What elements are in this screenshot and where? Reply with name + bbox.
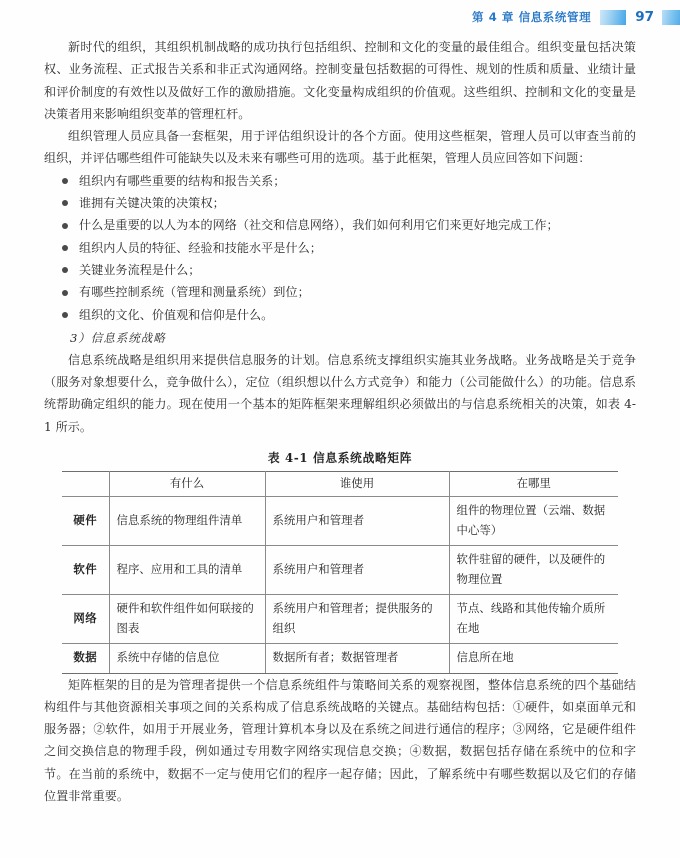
- cell-hardware-who: 系统用户和管理者: [265, 497, 449, 546]
- row-header-data: 数据: [62, 644, 109, 674]
- page-running-header: [0, 0, 680, 34]
- list-item: [44, 281, 636, 303]
- column-header-who: 谁使用: [265, 472, 449, 497]
- cell-hardware-what: 信息系统的物理组件清单: [109, 497, 265, 546]
- list-item: [44, 170, 636, 192]
- bullet-dot-icon: [62, 267, 68, 273]
- list-item: [44, 304, 636, 326]
- page-number: 97: [635, 8, 654, 25]
- page-content: [44, 36, 636, 807]
- cell-software-who: 系统用户和管理者: [265, 546, 449, 595]
- paragraph-2: 组织管理人员应具备一套框架，用于评估组织设计的各个方面。使用这些框架，管理人员可以审查当前的组织，并评估哪些组件可能缺失以及未来有哪些可用的选项。基于此框架，管理人员应回答如下问题：: [44, 129, 636, 166]
- chapter-title: 第 4 章 信息系统管理: [471, 9, 592, 24]
- list-item-label: 组织内人员的特征、经验和技能水平是什么；: [79, 240, 322, 255]
- list-item-label: 什么是重要的以人为本的网络（社交和信息网络），我们如何利用它们来更好地完成工作；: [79, 218, 559, 233]
- bullet-dot-icon: [62, 290, 68, 296]
- paragraph-1: 新时代的组织，其组织机制战略的成功执行包括组织、控制和文化的变量的最佳组合。组织变量包括决策权、业务流程、正式报告关系和非正式沟通网络。控制变量包括数据的可得性、规划的性质和质量、业绩计量和评价制度的有效性以及做好工作的激励措施。文化变量构成组织的价值观。这些组织、控制和文化的变量是决策者用来影响组织变革的管理杠杆。: [44, 40, 636, 121]
- paragraph-4: 矩阵框架的目的是为管理者提供一个信息系统组件与策略间关系的观察视图，整体信息系统的四个基础结构组件与其他资源相关事项之间的关系构成了信息系统战略的关键点。基础结构包括：①硬件，如桌面单元和服务器；②软件，如用于开展业务，管理计算机本身以及在系统之间进行通信的程序；③网络，它是硬件组件之间交换信息的物理手段，例如通过专用数字网络实现信息交换；④数据，数据包括存储在系统中的位和字节。在当前的系统中，数据不一定与使用它们的程序一起存储；因此，了解系统中有哪些数据以及它们的存储位置非常重要。: [44, 677, 636, 804]
- cell-data-who: 数据所有者；数据管理者: [265, 644, 449, 674]
- bullet-dot-icon: [62, 200, 68, 206]
- header-accent-bar-left: [600, 10, 626, 25]
- bullet-dot-icon: [62, 178, 68, 184]
- row-header-hardware: 硬件: [62, 497, 109, 546]
- list-item: [44, 214, 636, 236]
- list-item: [44, 259, 636, 281]
- table-row: [62, 644, 618, 674]
- list-item-label: 组织的文化、价值观和信仰是什么。: [79, 307, 274, 322]
- cell-hardware-where: 组件的物理位置（云端、数据中心等）: [449, 497, 618, 546]
- subsection-heading: 3）信息系统战略: [70, 330, 166, 345]
- paragraph-3: 信息系统战略是组织用来提供信息服务的计划。信息系统支撑组织实施其业务战略。业务战略是关于竞争（服务对象想要什么，竞争做什么），定位（组织想以什么方式竞争）和能力（公司能做什么）的功能。信息系统帮助确定组织的能力。现在使用一个基本的矩阵框架来理解组织必须做出的与信息系统相关的决策，如表 4-1 所示。: [44, 352, 636, 434]
- cell-data-what: 系统中存储的信息位: [109, 644, 265, 674]
- table-caption: 表 4-1 信息系统战略矩阵: [267, 451, 413, 466]
- list-item-label: 有哪些控制系统（管理和测量系统）到位；: [79, 285, 310, 300]
- bullet-dot-icon: [62, 245, 68, 251]
- column-header-what: 有什么: [109, 472, 265, 497]
- list-item-label: 谁拥有关键决策的决策权；: [79, 196, 225, 211]
- cell-software-where: 软件驻留的硬件，以及硬件的物理位置: [449, 546, 618, 595]
- table-corner-cell: [62, 472, 109, 497]
- header-accent-bar-right: [662, 10, 680, 25]
- bullet-dot-icon: [62, 223, 68, 229]
- bullet-dot-icon: [62, 312, 68, 318]
- cell-data-where: 信息所在地: [449, 644, 618, 674]
- cell-software-what: 程序、应用和工具的清单: [109, 546, 265, 595]
- row-header-network: 网络: [62, 595, 109, 644]
- column-header-where: 在哪里: [449, 472, 618, 497]
- table-row: [62, 497, 618, 546]
- question-bullet-list: [44, 170, 636, 326]
- cell-network-where: 节点、线路和其他传输介质所在地: [449, 595, 618, 644]
- list-item: [44, 237, 636, 259]
- row-header-software: 软件: [62, 546, 109, 595]
- table-header-row: [62, 472, 618, 497]
- list-item-label: 关键业务流程是什么；: [79, 262, 201, 277]
- information-systems-strategy-matrix-table: [62, 471, 618, 674]
- list-item-label: 组织内有哪些重要的结构和报告关系；: [79, 173, 286, 188]
- list-item: [44, 192, 636, 214]
- cell-network-who: 系统用户和管理者；提供服务的组织: [265, 595, 449, 644]
- table-row: [62, 595, 618, 644]
- cell-network-what: 硬件和软件组件如何联接的图表: [109, 595, 265, 644]
- table-row: [62, 546, 618, 595]
